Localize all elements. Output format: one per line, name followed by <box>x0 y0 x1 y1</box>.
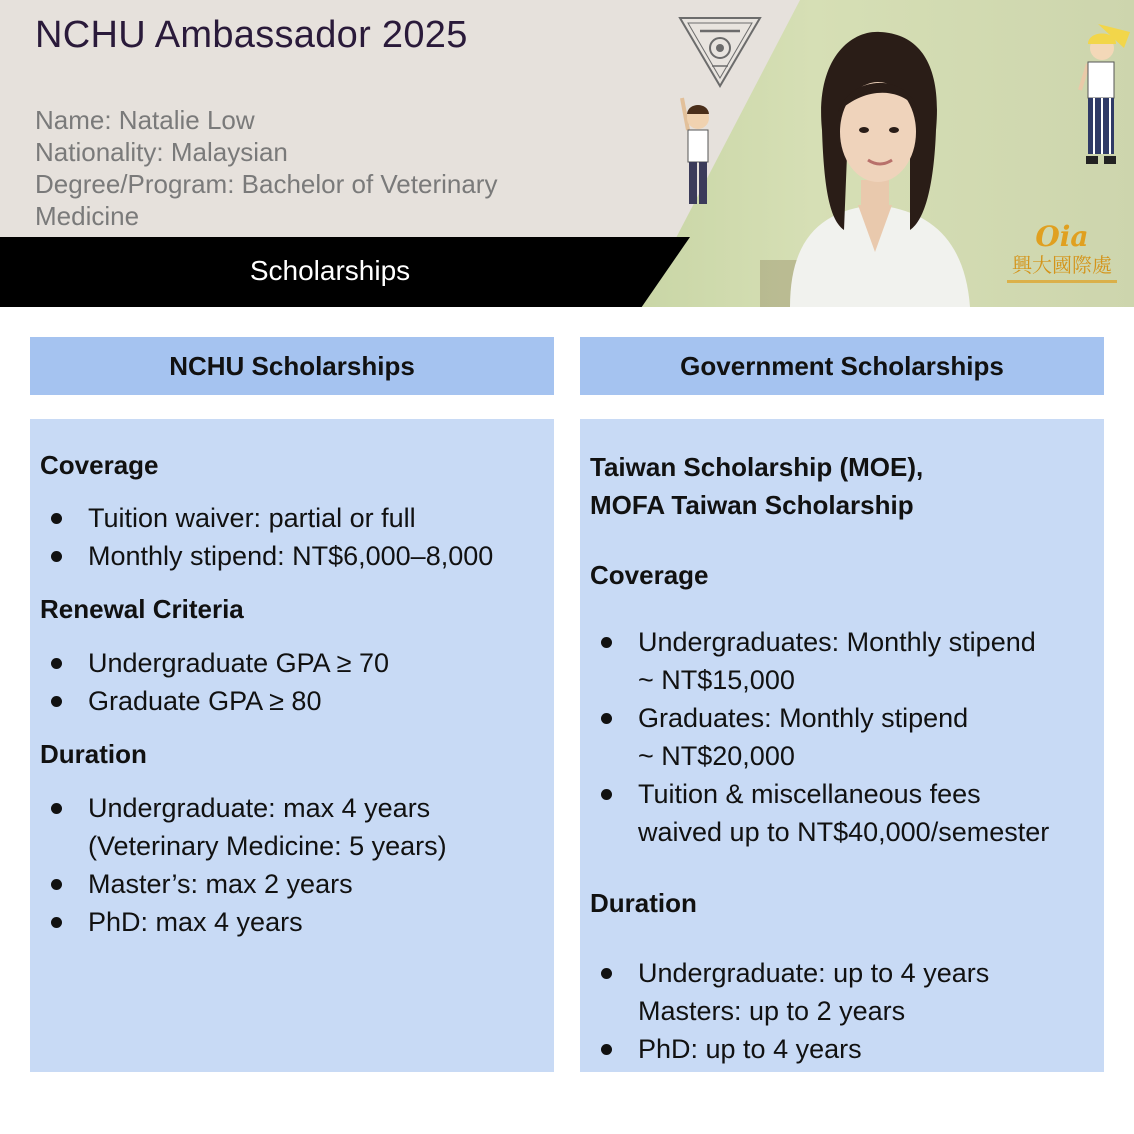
list-item: Monthly stipend: NT$6,000–8,000 <box>40 537 544 575</box>
government-duration-title: Duration <box>590 888 697 918</box>
nchu-coverage-title: Coverage <box>40 450 159 480</box>
oia-logo-text: Oia <box>1035 220 1089 253</box>
government-coverage-title: Coverage <box>590 560 709 590</box>
list-item: Undergraduate GPA ≥ 70 <box>40 644 544 682</box>
degree-line: Degree/Program: Bachelor of Veterinary <box>35 169 498 199</box>
list-item: Master’s: max 2 years <box>40 865 544 903</box>
list-item: Graduates: Monthly stipend <box>590 699 1094 737</box>
nchu-coverage-list <box>40 499 544 575</box>
list-item: PhD: max 4 years <box>40 903 544 941</box>
list-item-continuation: ~ NT$15,000 <box>638 665 795 695</box>
nchu-duration-title: Duration <box>40 739 147 769</box>
government-coverage-list <box>590 623 1094 851</box>
nationality-line: Nationality: Malaysian <box>35 137 288 167</box>
list-item: Undergraduates: Monthly stipend <box>590 623 1094 661</box>
scholarship-name-line: Taiwan Scholarship (MOE), <box>590 452 924 482</box>
list-item-continuation: Masters: up to 2 years <box>638 996 906 1026</box>
list-item-continuation: ~ NT$20,000 <box>638 741 795 771</box>
page-title: NCHU Ambassador 2025 <box>35 14 468 56</box>
list-item: Tuition & miscellaneous fees <box>590 775 1094 813</box>
nchu-renewal-title: Renewal Criteria <box>40 594 244 624</box>
nchu-scholarships-panel <box>30 419 554 1072</box>
scholarship-name-line-2: MOFA Taiwan Scholarship <box>590 490 914 520</box>
list-item: Undergraduate: max 4 years <box>40 789 544 827</box>
mascot-girl-icon <box>1058 18 1134 178</box>
section-banner-label: Scholarships <box>249 255 411 286</box>
list-item: Graduate GPA ≥ 80 <box>40 682 544 720</box>
list-item-continuation: waived up to NT$40,000/semester <box>638 817 1050 847</box>
name-line: Name: Natalie Low <box>35 105 255 135</box>
oia-logo-chinese: 興大國際處 <box>1012 253 1112 277</box>
university-seal-icon <box>678 14 762 88</box>
mascot-boy-icon <box>668 90 728 210</box>
government-duration-list <box>590 954 1094 1068</box>
degree-line-cont: Medicine <box>35 201 140 231</box>
list-item: PhD: up to 4 years <box>590 1030 1094 1068</box>
government-scholarships-heading: Government Scholarships <box>580 337 1104 395</box>
nchu-duration-list <box>40 789 544 941</box>
nchu-scholarships-heading: NCHU Scholarships <box>30 337 554 395</box>
list-item: Tuition waiver: partial or full <box>40 499 544 537</box>
oia-logo <box>1000 222 1124 294</box>
list-item: Undergraduate: up to 4 years <box>590 954 1094 992</box>
nchu-renewal-list <box>40 644 544 720</box>
ambassador-photo <box>760 20 990 307</box>
ambassador-info <box>35 104 595 232</box>
list-item-continuation: (Veterinary Medicine: 5 years) <box>88 831 447 861</box>
government-scholarships-panel <box>580 419 1104 1072</box>
